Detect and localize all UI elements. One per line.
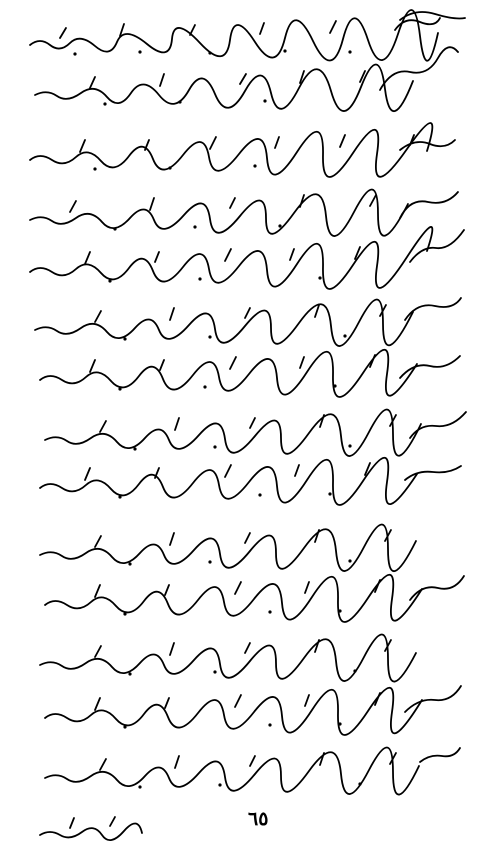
manuscript-line-2	[35, 47, 458, 111]
manuscript-line-10	[40, 524, 416, 571]
page-number: ٦٥	[248, 808, 269, 830]
manuscript-line-8	[45, 409, 466, 456]
manuscript-line-4	[30, 189, 458, 236]
manuscript-line-13	[45, 686, 461, 735]
diacritic-dots	[73, 49, 361, 788]
manuscript-line-12	[40, 634, 416, 681]
manuscript-line-5	[30, 227, 464, 289]
catchword	[40, 817, 142, 840]
manuscript-line-11	[45, 575, 464, 622]
manuscript-line-7	[40, 350, 460, 397]
manuscript-line-6	[35, 298, 461, 346]
manuscript-line-1	[30, 10, 465, 61]
manuscript-line-14	[45, 747, 460, 794]
manuscript-line-9	[40, 458, 461, 505]
